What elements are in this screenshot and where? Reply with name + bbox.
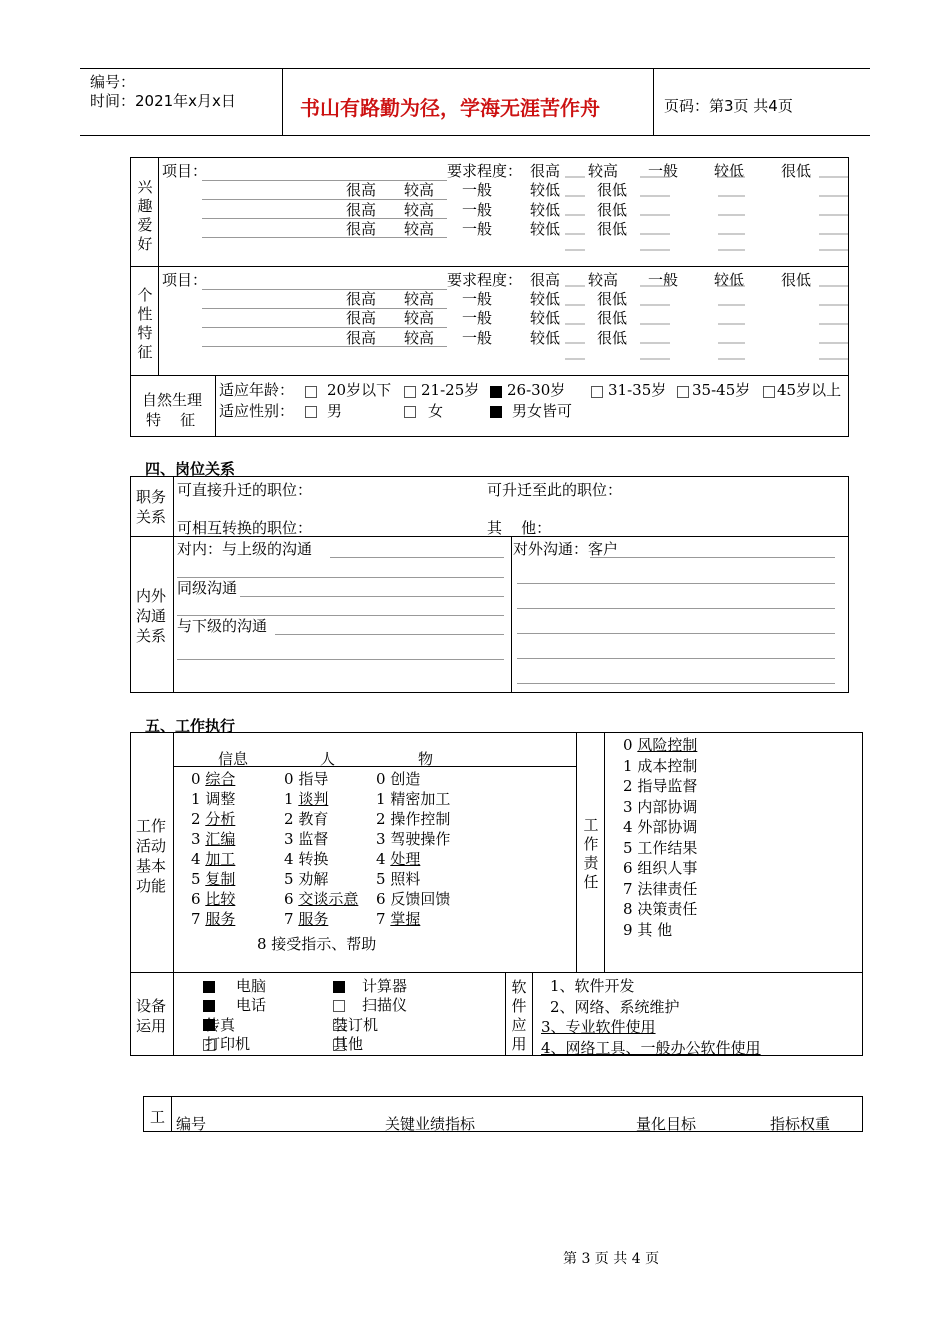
interest-level-a: 很高 — [530, 162, 561, 180]
header-motto: 书山有路勤为径，学海无涯苦作舟 — [300, 96, 600, 120]
interest-row2-b: 较高 — [404, 201, 435, 219]
equipment-checkbox-phone[interactable] — [203, 1000, 215, 1012]
age-option-over45: 45岁以上 — [777, 381, 842, 399]
responsibility-item: 8 决策责任 — [623, 900, 698, 918]
interest-row3-a: 很高 — [346, 220, 377, 238]
people-function-item: 3 监督 — [284, 830, 329, 848]
communication-label: 内外 沟通 关系 — [136, 587, 167, 645]
personality-row1-e: 很低 — [597, 290, 628, 308]
personality-row3-a: 很高 — [346, 329, 377, 347]
information-function-item: 2 分析 — [191, 810, 236, 828]
people-function-item: 4 转换 — [284, 850, 329, 868]
personality-row2-a: 很高 — [346, 309, 377, 327]
interest-item-label: 项目： — [162, 162, 208, 180]
software-item-development: 1、软件开发 — [550, 977, 635, 995]
equipment-computer: 电脑 — [236, 977, 267, 995]
age-option-26-30: 26-30岁 — [507, 381, 566, 399]
personality-level-a: 很高 — [530, 271, 561, 289]
personality-row3-e: 很低 — [597, 329, 628, 347]
age-checkbox-under20[interactable] — [305, 386, 317, 398]
software-item-professional: 3、专业软件使用 — [541, 1018, 656, 1036]
level-answer-blanks — [560, 170, 849, 365]
personality-row2-e: 很低 — [597, 309, 628, 327]
function-item-accept-instruction: 8 接受指示、帮助 — [257, 935, 377, 953]
interest-row1-d: 较低 — [530, 181, 561, 199]
personality-row1-c: 一般 — [462, 290, 493, 308]
age-checkbox-21-25[interactable] — [404, 386, 416, 398]
header-bottom-rule — [80, 135, 870, 136]
relations-table — [130, 476, 849, 693]
information-function-list — [191, 769, 235, 929]
personality-row2-d: 较低 — [530, 309, 561, 327]
responsibility-list — [623, 735, 697, 940]
things-function-item: 1 精密加工 — [376, 790, 451, 808]
equipment-scanner: 扫描仪 — [362, 996, 408, 1014]
gender-option-female: 女 — [428, 402, 444, 420]
age-checkbox-over45[interactable] — [763, 386, 775, 398]
age-checkbox-31-35[interactable] — [591, 386, 603, 398]
responsibility-item: 4 外部协调 — [623, 818, 698, 836]
equipment-fax: 传真 — [205, 1016, 236, 1034]
peer-communication-label: 同级沟通 — [177, 579, 238, 597]
things-function-item: 7 掌握 — [376, 910, 421, 928]
personality-label: 个性特征 — [137, 286, 153, 361]
gender-checkbox-female[interactable] — [404, 406, 416, 418]
header-top-rule — [80, 68, 870, 69]
interest-row2-d: 较低 — [530, 201, 561, 219]
section4-title: 四、岗位关系 — [145, 460, 236, 478]
equipment-binder: 装订机 — [333, 1016, 379, 1034]
execution-row-divider — [130, 972, 863, 973]
promote-to-label: 可升迁至此的职位： — [487, 481, 623, 499]
footer-page-number: 第 3 页 共 4 页 — [563, 1251, 660, 1267]
information-function-item: 5 复制 — [191, 870, 236, 888]
interest-row2-e: 很低 — [597, 201, 628, 219]
interest-row3-d: 较低 — [530, 220, 561, 238]
age-label: 适应年龄： — [219, 381, 295, 399]
age-checkbox-35-45[interactable] — [677, 386, 689, 398]
header-divider-left — [282, 68, 283, 135]
responsibility-item: 6 组织人事 — [623, 859, 698, 877]
responsibility-item: 3 内部协调 — [623, 797, 698, 816]
software-label: 软件应用 — [511, 978, 527, 1053]
natural-label-divider — [215, 375, 216, 437]
information-function-item: 4 加工 — [191, 850, 236, 868]
responsibility-item: 7 法律责任 — [623, 879, 698, 898]
personality-row2-b: 较高 — [404, 309, 435, 327]
things-function-list — [376, 769, 450, 929]
things-function-item: 5 照料 — [376, 870, 421, 888]
interest-row1-b: 较高 — [404, 181, 435, 199]
equipment-checkbox-scanner[interactable] — [333, 1000, 345, 1012]
personality-row1-a: 很高 — [346, 290, 377, 308]
people-function-item: 2 教育 — [284, 810, 329, 828]
header-divider-right — [653, 68, 654, 135]
personality-row3-c: 一般 — [462, 329, 493, 347]
interest-label: 兴趣爱好 — [137, 178, 153, 253]
personality-requirement-label: 要求程度： — [447, 271, 523, 289]
things-function-item: 2 操作控制 — [376, 810, 451, 828]
column-header-things: 物 — [418, 750, 434, 768]
natural-label-line1: 自然生理 — [142, 391, 203, 409]
column-header-information: 信息 — [218, 750, 249, 768]
header-page-number: 页码：第3页 共4页 — [664, 97, 793, 115]
people-function-item: 7 服务 — [284, 910, 329, 928]
subordinate-communication-label: 与下级的沟通 — [177, 617, 268, 635]
age-checkbox-26-30[interactable] — [490, 386, 502, 398]
responsibility-item: 9 其 他 — [623, 920, 673, 939]
people-function-item: 0 指导 — [284, 770, 329, 788]
gender-label: 适应性别： — [219, 402, 295, 420]
transfer-label: 可相互转换的职位： — [177, 519, 313, 537]
personality-row2-c: 一般 — [462, 309, 493, 327]
gender-option-male: 男 — [327, 402, 343, 420]
internal-superior-label: 对内：与上级的沟通 — [177, 540, 313, 558]
age-option-21-25: 21-25岁 — [421, 381, 480, 399]
header-number: 编号： — [90, 73, 136, 91]
interest-requirement-label: 要求程度： — [447, 162, 523, 180]
software-item-network: 2、网络、系统维护 — [550, 998, 680, 1016]
interest-level-c: 一般 — [648, 162, 679, 180]
equipment-label: 设备 运用 — [136, 997, 167, 1035]
personality-level-e: 很低 — [781, 271, 812, 289]
relations-comm-divider — [511, 536, 512, 693]
responsibility-item: 0 风险控制 — [623, 736, 698, 754]
external-communication-label: 对外沟通：客户 — [513, 540, 619, 558]
responsibility-item: 2 指导监督 — [623, 777, 698, 795]
software-item-office: 4、网络工具、一般办公软件使用 — [541, 1039, 761, 1057]
gender-option-any: 男女皆可 — [512, 402, 573, 420]
things-function-item: 3 驾驶操作 — [376, 830, 451, 848]
people-function-item: 1 谈判 — [284, 790, 329, 808]
responsibility-label-divider — [604, 732, 605, 972]
section5-title: 五、工作执行 — [145, 717, 236, 735]
age-option-31-35: 31-35岁 — [608, 381, 667, 399]
equipment-calculator: 计算器 — [362, 977, 408, 995]
personality-row3-d: 较低 — [530, 329, 561, 347]
interest-row2-c: 一般 — [462, 201, 493, 219]
equipment-checkbox-calculator[interactable] — [333, 981, 345, 993]
profile-row-divider-2 — [130, 375, 849, 376]
gender-checkbox-any[interactable] — [490, 406, 502, 418]
information-function-item: 6 比较 — [191, 890, 236, 908]
kpi-label-divider — [171, 1096, 172, 1132]
duty-relation-label: 职务 关系 — [136, 488, 167, 526]
equipment-checkbox-computer[interactable] — [203, 981, 215, 993]
software-label-divider — [532, 972, 533, 1056]
profile-label-divider — [158, 157, 159, 375]
things-function-item: 6 反馈回馈 — [376, 890, 451, 908]
responsibility-label: 工作责任 — [583, 816, 599, 891]
kpi-column-target: 量化目标 — [636, 1115, 697, 1133]
interest-row2-a: 很高 — [346, 201, 377, 219]
kpi-table — [143, 1096, 863, 1132]
responsibility-item: 5 工作结果 — [623, 838, 698, 857]
interest-level-e: 很低 — [781, 162, 812, 180]
personality-level-d: 较低 — [714, 271, 745, 289]
personality-item-label: 项目： — [162, 271, 208, 289]
personality-row1-b: 较高 — [404, 290, 435, 308]
interest-row1-e: 很低 — [597, 181, 628, 199]
kpi-label: 工 — [150, 1108, 166, 1126]
natural-label-line2: 特 征 — [146, 411, 196, 429]
personality-level-c: 一般 — [648, 271, 679, 289]
function-label-divider — [173, 732, 174, 1056]
promote-direct-label: 可直接升迁的职位： — [177, 481, 313, 499]
interest-level-b: 较高 — [588, 162, 619, 180]
equipment-other: 其他 — [333, 1035, 364, 1053]
personality-level-b: 较高 — [588, 271, 619, 289]
interest-row1-a: 很高 — [346, 181, 377, 199]
age-option-under20: 20岁以下 — [327, 381, 392, 399]
personality-row1-d: 较低 — [530, 290, 561, 308]
other-position-label: 其 他： — [487, 519, 552, 537]
interest-row3-e: 很低 — [597, 220, 628, 238]
interest-row3-b: 较高 — [404, 220, 435, 238]
kpi-column-number: 编号 — [176, 1115, 207, 1133]
equipment-phone: 电话 — [236, 996, 267, 1014]
information-function-item: 3 汇编 — [191, 830, 236, 848]
column-header-people: 人 — [320, 750, 336, 768]
basic-function-label: 工作 活动 基本 功能 — [136, 817, 167, 895]
things-function-item: 0 创造 — [376, 770, 421, 788]
information-function-item: 7 服务 — [191, 910, 236, 928]
people-function-list — [284, 769, 358, 929]
kpi-column-weight: 指标权重 — [770, 1115, 831, 1133]
interest-row3-c: 一般 — [462, 220, 493, 238]
interest-row1-c: 一般 — [462, 181, 493, 199]
software-left-divider — [505, 972, 506, 1056]
responsibility-left-divider — [576, 732, 577, 972]
interest-level-d: 较低 — [714, 162, 745, 180]
gender-checkbox-male[interactable] — [305, 406, 317, 418]
people-function-item: 5 劝解 — [284, 870, 329, 888]
relations-label-divider — [173, 476, 174, 693]
information-function-item: 1 调整 — [191, 790, 236, 808]
equipment-printer: 打印机 — [205, 1035, 251, 1053]
personality-row3-b: 较高 — [404, 329, 435, 347]
header-time: 时间：2021年x月x日 — [90, 92, 236, 110]
people-function-item: 6 交谈示意 — [284, 890, 359, 908]
kpi-column-indicator: 关键业绩指标 — [385, 1115, 476, 1133]
information-function-item: 0 综合 — [191, 770, 236, 788]
age-option-35-45: 35-45岁 — [692, 381, 751, 399]
things-function-item: 4 处理 — [376, 850, 421, 868]
responsibility-item: 1 成本控制 — [623, 756, 698, 775]
